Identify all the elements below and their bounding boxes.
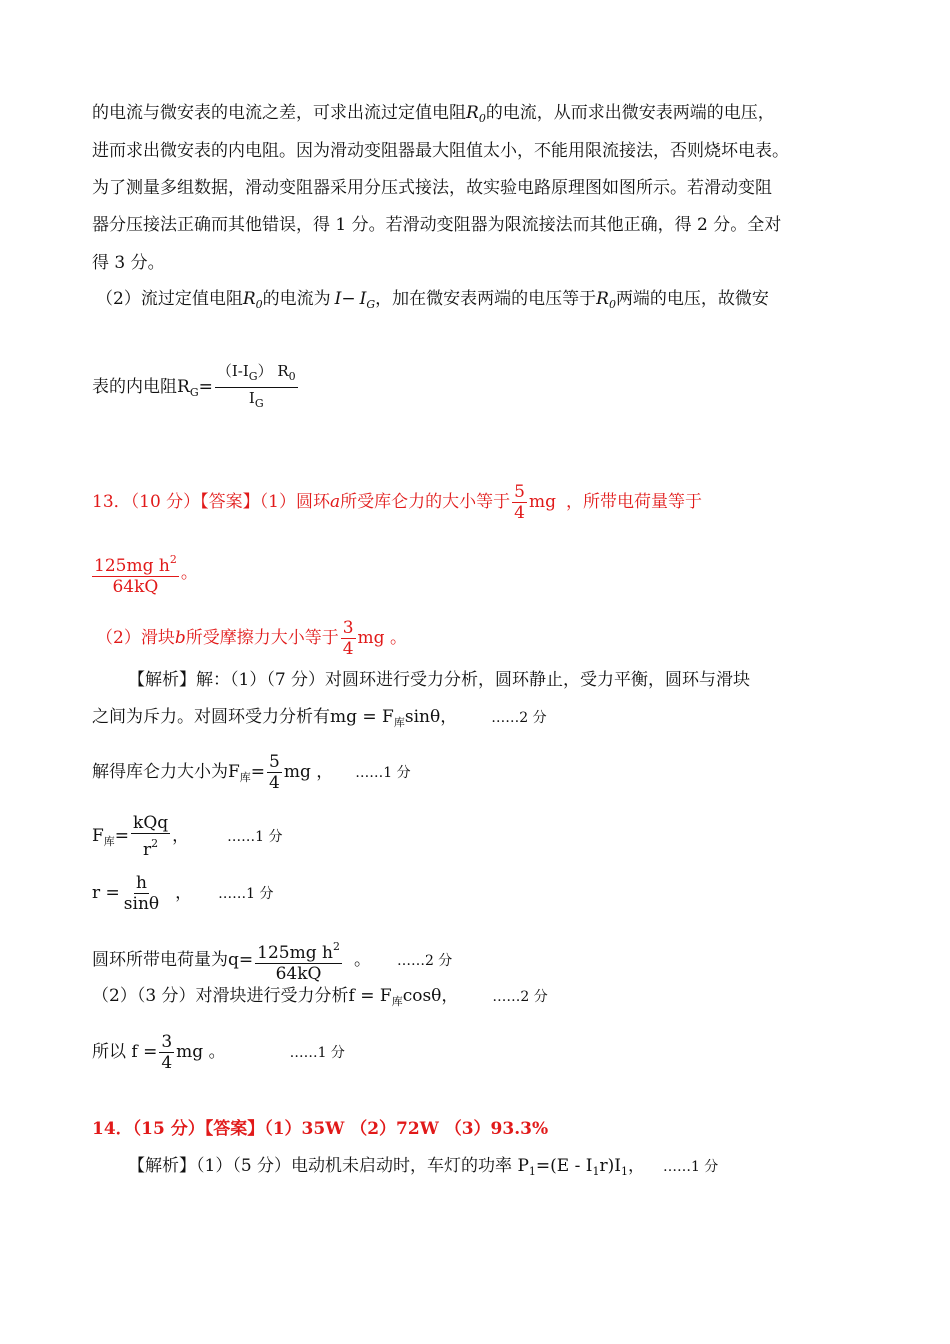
rg-fraction: $\frac{(I-I_G) R_0}{I_G}$ <box>216 362 296 410</box>
text: ， <box>175 883 193 903</box>
subscript: 库 <box>393 716 405 729</box>
q14-answer: 14．（15 分）【答案】（1）35W （2）72W （3）93.3% <box>92 1119 549 1139</box>
score: ……1 分 <box>218 886 274 902</box>
equals: = <box>198 377 213 397</box>
q13-analysis-line6 <box>92 937 452 984</box>
text: ， <box>172 826 190 846</box>
text: （2）滑块 <box>96 628 175 648</box>
fraction-3-4: $\frac{3}{4}$ <box>342 618 354 659</box>
text: r = <box>92 883 120 903</box>
text: 所受库仑力的大小等于 <box>340 492 511 512</box>
q13-analysis-line4 <box>92 813 283 860</box>
text: mg 。 <box>176 1042 226 1062</box>
para1-line3: 为了测量多组数据，滑动变阻器采用分压式接法，故实验电路原理图如图所示。若滑动变阻 <box>92 178 772 198</box>
text: 所受摩擦力大小等于 <box>185 628 339 648</box>
text: ，所带电荷量等于 <box>565 492 702 512</box>
var-b: b <box>174 628 186 648</box>
equals: = <box>250 762 266 782</box>
text: 两端的电压，故微安 <box>615 289 769 309</box>
radius-fraction: $\frac{h}{\sin\theta}$ <box>123 873 160 914</box>
text: 的电流，从而求出微安表两端的电压， <box>485 103 775 123</box>
para1-line1 <box>92 102 775 130</box>
q13-answer-line2 <box>96 618 407 659</box>
text: 。 <box>180 563 198 583</box>
text: 13．（10 分）【答案】（1）圆环 <box>92 492 330 512</box>
para1-line5: 得 3 分。 <box>92 253 165 273</box>
r0-symbol: $R_0$ <box>466 103 486 125</box>
r0-symbol: $R_0$ <box>596 289 616 311</box>
text: mg ， <box>283 762 334 782</box>
text: F <box>92 826 104 846</box>
score: ……1 分 <box>355 765 411 781</box>
rg-symbol: $R_G$ <box>177 377 199 399</box>
text: 的电流为 <box>262 289 331 309</box>
text: ，加在微安表两端的电压等于 <box>375 289 597 309</box>
coulomb-fraction: $\frac{\text{kQq}}{r^2}$ <box>133 813 169 860</box>
text: mg <box>528 492 556 512</box>
text: 圆环所带电荷量为q= <box>92 950 254 970</box>
text: cosθ， <box>402 986 459 1006</box>
q13-analysis-line3 <box>92 752 411 793</box>
text: 的电流与微安表的电流之差，可求出流过定值电阻 <box>92 103 466 123</box>
charge-fraction: $\frac{125mg h^2}{64kQ}$ <box>255 937 342 984</box>
score: ……1 分 <box>662 1159 719 1175</box>
score: ……2 分 <box>492 989 548 1005</box>
q14-analysis-line1: 【解析】（1）（5 分）电动机未启动时，车灯的功率 $P_1=(E - I_1r)I_1$， ……1 分 <box>128 1156 719 1178</box>
current-expression: $I- I_G$ <box>334 289 376 311</box>
score: ……1 分 <box>227 829 283 845</box>
subscript: 库 <box>391 995 403 1008</box>
text: 解得库仑力大小为F <box>92 762 240 782</box>
text: 之间为斥力。对圆环受力分析有mg = F <box>92 707 394 727</box>
q13-answer-line1 <box>92 482 702 523</box>
score: ……2 分 <box>396 953 453 969</box>
q13-analysis-line8 <box>92 1032 345 1073</box>
para2-line1 <box>96 288 769 316</box>
fraction-3-4: $\frac{3}{4}$ <box>161 1032 173 1073</box>
r0-symbol: $R_0$ <box>242 289 263 311</box>
subscript: 库 <box>239 771 251 784</box>
q13-analysis-line2 <box>92 706 547 734</box>
var-a: a <box>329 492 341 512</box>
text: 所以 f = <box>92 1042 158 1062</box>
charge-fraction: $\frac{125mg h^2}{64kQ}$ <box>92 550 179 597</box>
q13-answer-charge <box>92 550 198 597</box>
para1-line2: 进而求出微安表的内电阻。因为滑动变阻器最大阻值太小，不能用限流接法，否则烧坏电表。 <box>92 141 789 161</box>
text: sinθ， <box>404 707 458 727</box>
text: （2）流过定值电阻 <box>96 289 243 309</box>
fraction-5-4: $\frac{5}{4}$ <box>514 482 525 523</box>
q13-analysis-line5 <box>92 873 274 914</box>
score: ……2 分 <box>491 710 547 726</box>
para1-line4: 器分压接法正确而其他错误，得 1 分。若滑动变阻器为限流接法而其他正确，得 2 分。全对 <box>92 215 782 235</box>
text: 表的内电阻 <box>92 377 177 397</box>
text: 。 <box>353 950 371 970</box>
para2-formula <box>92 361 300 414</box>
q13-analysis-line7 <box>92 985 548 1013</box>
text: mg 。 <box>357 628 407 648</box>
text: （2）（3 分）对滑块进行受力分析f = F <box>92 986 392 1006</box>
score: ……1 分 <box>289 1045 345 1061</box>
q13-analysis-line1: 【解析】解：（1）（7 分）对圆环进行受力分析，圆环静止，受力平衡，圆环与滑块 <box>128 670 751 690</box>
fraction-5-4: $\frac{5}{4}$ <box>269 752 280 793</box>
subscript: 库 <box>103 835 115 848</box>
equals: = <box>114 826 130 846</box>
text: 【解析】（1）（5 分）电动机未启动时，车灯的功率 P <box>128 1156 529 1176</box>
